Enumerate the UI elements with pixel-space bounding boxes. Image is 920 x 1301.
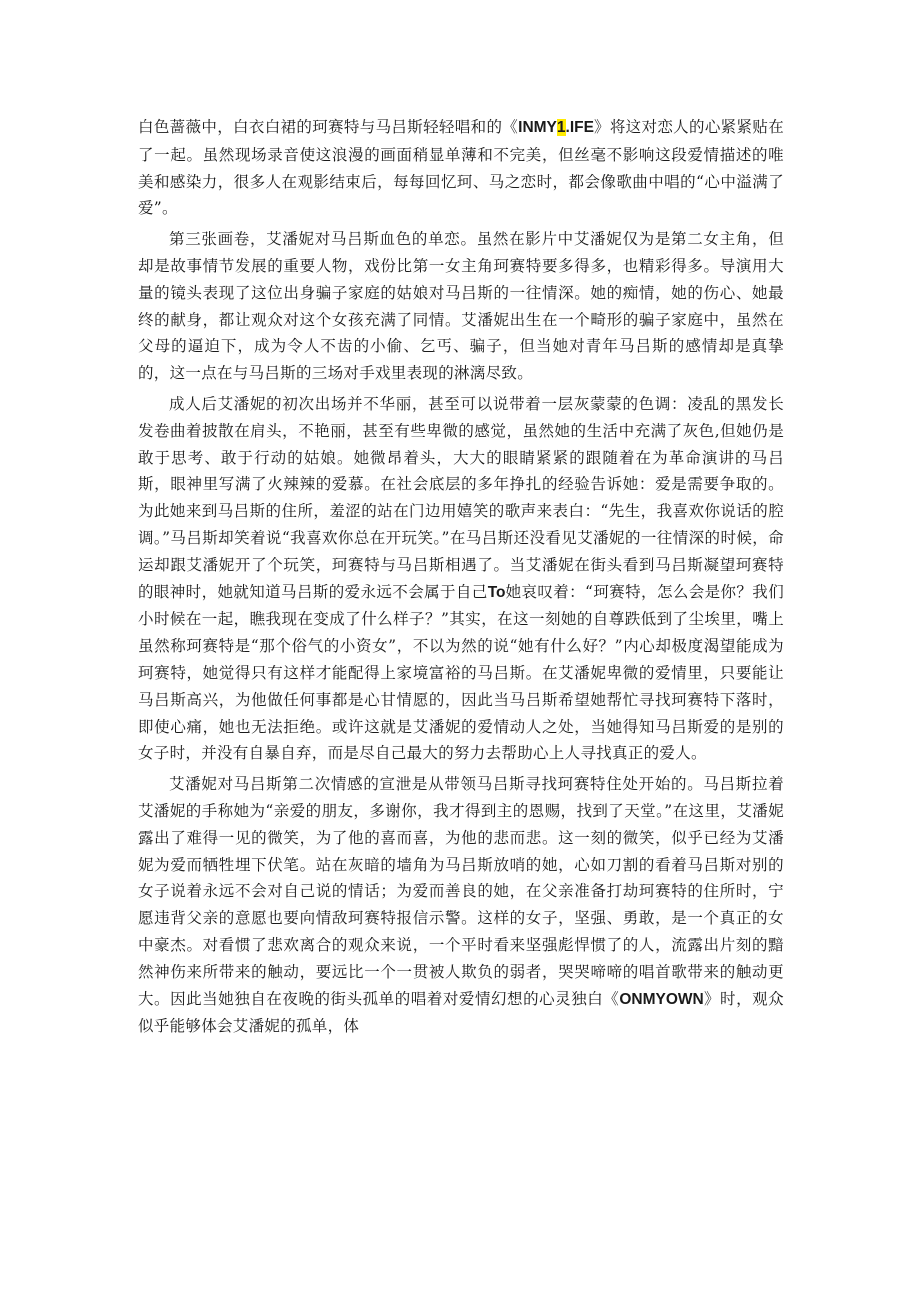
paragraph-4-text-b: 》时，观众似乎能够体会艾潘妮的孤单，体 (138, 989, 784, 1036)
paragraph-4-text-a: 艾潘妮对马吕斯第二次情感的宣泄是从带领马吕斯寻找珂赛特住处开始的。马吕斯拉着艾潘妮的手称她为“亲爱的朋友，多谢你，我才得到主的恩赐，找到了天堂。”在这里，艾潘妮露出了难得一见的微笑，为了他的喜而喜，为他的悲而悲。这一刻的微笑，似乎已经为艾潘妮为爱而牺牲埋下伏笔。站在灰暗的墙角为马吕斯放哨的她，心如刀割的看着马吕斯对别的女子说着永远不会对自己说的情话；为爱而善良的她，在父亲准备打劫珂赛特的住所时，宁愿违背父亲的意愿也要向情敌珂赛特报信示警。这样的女子，坚强、勇敢，是一个真正的女中豪杰。对看惯了悲欢离合的观众来说，一个平时看来坚强彪悍惯了的人，流露出片刻的黯然神伤来所带来的触动，要远比一个一贯被人欺负的弱者，哭哭啼啼的唱首歌带来的触动更大。因此当她独自在夜晚的街头孤单的唱着对爱情幻想的心灵独白《 (138, 775, 784, 1008)
paragraph-3-text-b: 她哀叹着：“珂赛特，怎么会是你？我们小时候在一起，瞧我现在变成了什么样子？”其实，在这一刻她的自尊跌低到了尘埃里，嘴上虽然称珂赛特是“那个俗气的小资女”，不以为然的说“她有什么好？”内心却极度渴望能成为珂赛特，她觉得只有这样才能配得上家境富裕的马吕斯。在艾潘妮卑微的爱情里，只要能让马吕斯高兴，为他做任何事都是心甘情愿的，因此当马吕斯希望她帮忙寻找珂赛特下落时，即使心痛，她也无法拒绝。或许这就是艾潘妮的爱情动人之处，当她得知马吕斯爱的是别的女子时，并没有自暴自弃，而是尽自己最大的努力去帮助心上人寻找真正的爱人。 (138, 582, 785, 763)
paragraph-1 (138, 114, 784, 222)
stray-latin-text: To (487, 583, 506, 601)
highlighted-character: 1 (556, 119, 566, 136)
song-title-on-my-own: ONMYOWN (619, 990, 704, 1008)
paragraph-1-text-a: 白色蔷薇中，白衣白裙的珂赛特与马吕斯轻轻唱和的《 (138, 118, 519, 136)
paragraph-4 (138, 771, 784, 1040)
paragraph-2: 第三张画卷，艾潘妮对马吕斯血色的单恋。虽然在影片中艾潘妮仅为是第二女主角，但却是故事情节发展的重要人物，戏份比第一女主角珂赛特要多得多，也精彩得多。导演用大量的镜头表现了这位出身骗子家庭的姑娘对马吕斯的一往情深。她的痴情，她的伤心、她最终的献身，都让观众对这个女孩充满了同情。艾潘妮出生在一个畸形的骗子家庭中，虽然在父母的逼迫下，成为令人不齿的小偷、乞丐、骗子，但当她对青年马吕斯的感情却是真挚的，这一点在与马吕斯的三场对手戏里表现的淋漓尽致。 (138, 230, 784, 383)
paragraph-3-text-a: 成人后艾潘妮的初次出场并不华丽，甚至可以说带着一层灰蒙蒙的色调：凌乱的黑发长发卷曲着披散在肩头，不艳丽，甚至有些卑微的感觉，虽然她的生活中充满了灰色,但她仍是敢于思考、敢于行动的姑娘。她微昂着头，大大的眼睛紧紧的跟随着在为革命演讲的马吕斯，眼神里写满了火辣辣的爱慕。在社会底层的多年挣扎的经验告诉她：爱是需要争取的。为此她来到马吕斯的住所，羞涩的站在门边用嬉笑的歌声来表白：“先生，我喜欢你说话的腔调。”马吕斯却笑着说“我喜欢你总在开玩笑。”在马吕斯还没看见艾潘妮的一往情深的时候，命运却跟艾潘妮开了个玩笑，珂赛特与马吕斯相遇了。当艾潘妮在街头看到马吕斯凝望珂赛特的眼神时，她就知道马吕斯的爱永远不会属于自己 (138, 394, 784, 601)
song-title-in-my-life: INMY1.IFE (518, 119, 594, 136)
paragraph-1-text-b: 》将这对恋人的心紧紧贴在了一起。虽然现场录音使这浪漫的画面稍显单薄和不完美，但丝毫不影响这段爱情描述的唯美和感染力，很多人在观影结束后，每每回忆珂、马之恋时，都会像歌曲中唱的“心中溢满了爱”。 (138, 118, 785, 218)
paragraph-3 (138, 391, 784, 767)
